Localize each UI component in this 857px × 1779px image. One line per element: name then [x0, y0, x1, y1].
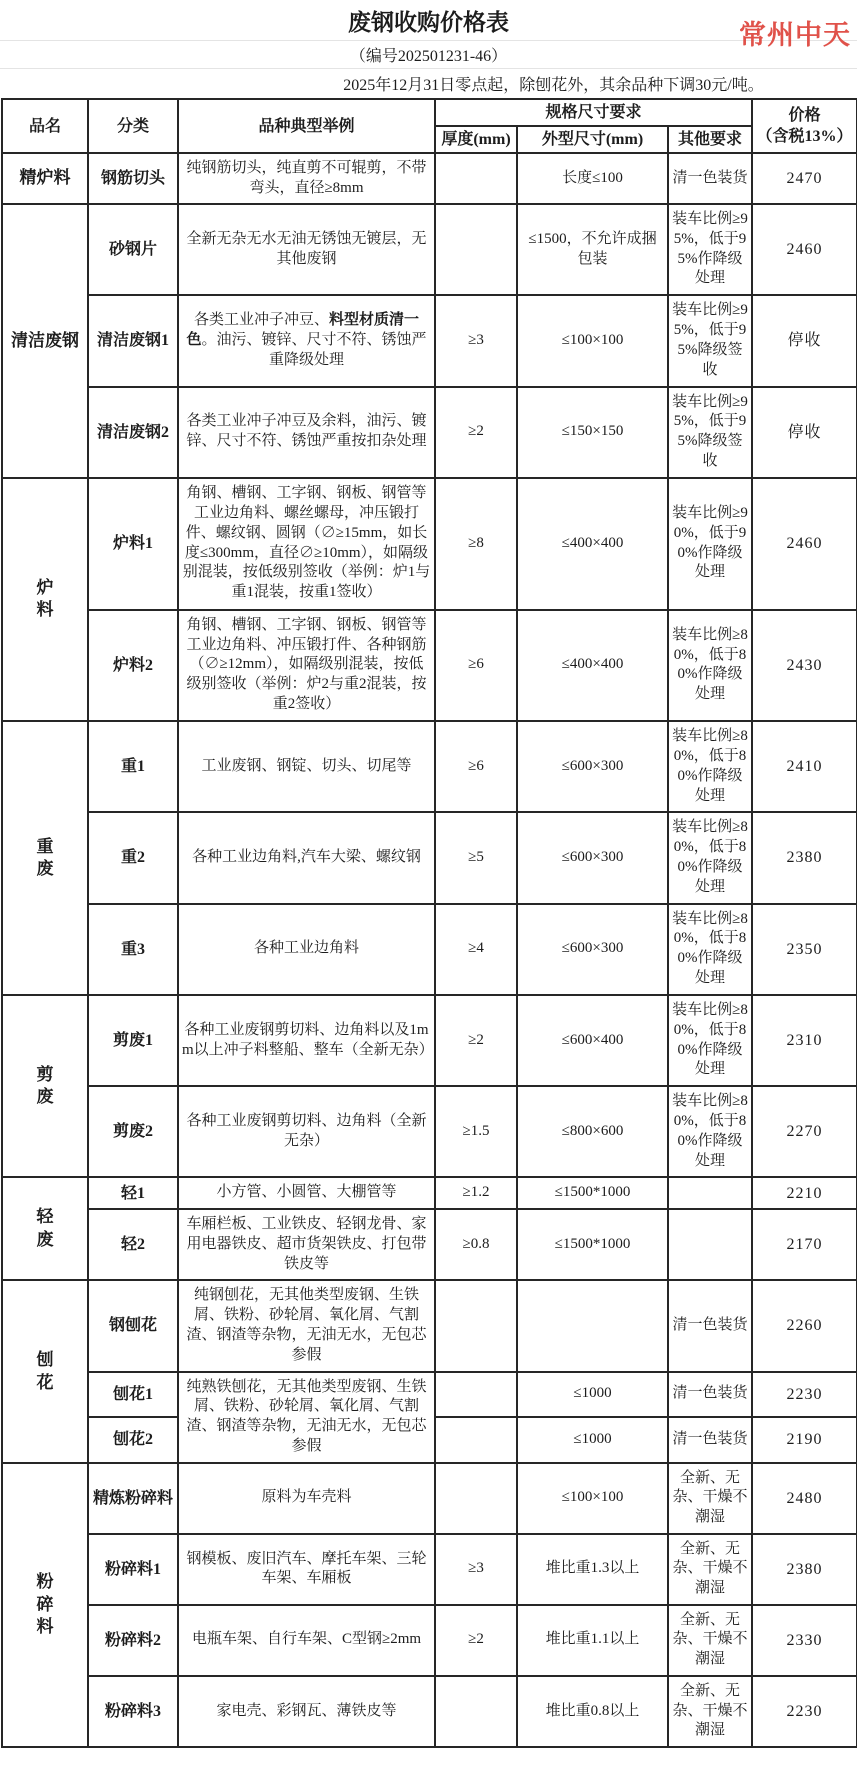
size-cell: ≤100×100: [517, 1463, 668, 1534]
table-row: [2, 1372, 857, 1418]
other-req-cell: 清一色装货: [668, 1372, 752, 1418]
thickness-cell: ≥6: [435, 721, 517, 812]
price-cell: 停收: [752, 295, 857, 386]
size-cell: ≤400×400: [517, 610, 668, 722]
category-cell: 粉碎料3: [88, 1676, 178, 1747]
price-cell: 2190: [752, 1417, 857, 1463]
table-row: [2, 478, 857, 610]
size-cell: ≤100×100: [517, 295, 668, 386]
examples-cell: 纯钢筋切头，纯直剪不可辊剪，不带弯头，直径≥8mm: [178, 153, 435, 204]
price-cell: 2210: [752, 1177, 857, 1209]
size-cell: ≤800×600: [517, 1086, 668, 1177]
category-cell: 刨花1: [88, 1372, 178, 1418]
thickness-cell: ≥0.8: [435, 1209, 517, 1280]
size-cell: ≤600×400: [517, 995, 668, 1086]
category-cell: 炉料1: [88, 478, 178, 610]
thickness-cell: [435, 204, 517, 295]
other-req-cell: 清一色装货: [668, 153, 752, 204]
table-row: [2, 1676, 857, 1747]
size-cell: ≤600×300: [517, 812, 668, 903]
other-req-cell: 全新、无杂、干燥不潮湿: [668, 1605, 752, 1676]
size-cell: 长度≤100: [517, 153, 668, 204]
size-cell: ≤1500，不允许成捆包装: [517, 204, 668, 295]
other-req-cell: 装车比例≥80%，低于80%作降级处理: [668, 904, 752, 995]
examples-cell: 纯熟铁刨花，无其他类型废钢、生铁屑、铁粉、砂轮屑、氧化屑、气割渣、钢渣等杂物，无油无水，无包芯参假: [178, 1372, 435, 1463]
thickness-cell: ≥5: [435, 812, 517, 903]
examples-cell: 电瓶车架、自行车架、C型钢≥2mm: [178, 1605, 435, 1676]
size-cell: [517, 1280, 668, 1371]
other-req-cell: 装车比例≥95%，低于95%作降级处理: [668, 204, 752, 295]
price-cell: 2170: [752, 1209, 857, 1280]
thickness-cell: [435, 153, 517, 204]
other-req-cell: 装车比例≥95%，低于95%降级签收: [668, 295, 752, 386]
product-group-cell: 粉 碎 料: [2, 1463, 88, 1747]
price-cell: 2230: [752, 1676, 857, 1747]
table-row: [2, 153, 857, 204]
product-group-cell: 清洁废钢: [2, 204, 88, 478]
price-cell: 2480: [752, 1463, 857, 1534]
table-row: [2, 1463, 857, 1534]
size-cell: ≤600×300: [517, 904, 668, 995]
table-row: [2, 1280, 857, 1371]
brand-name: 常州中天: [739, 20, 851, 50]
examples-cell: 各种工业边角料: [178, 904, 435, 995]
price-table: [1, 98, 857, 1748]
price-cell: 2430: [752, 610, 857, 722]
category-cell: 清洁废钢2: [88, 387, 178, 478]
category-cell: 刨花2: [88, 1417, 178, 1463]
examples-cell: 车厢栏板、工业铁皮、轻钢龙骨、家用电器铁皮、超市货架铁皮、打包带铁皮等: [178, 1209, 435, 1280]
thickness-cell: [435, 1417, 517, 1463]
size-cell: ≤600×300: [517, 721, 668, 812]
examples-cell: 各类工业冲子冲豆及余料，油污、镀锌、尺寸不符、锈蚀严重按扣杂处理: [178, 387, 435, 478]
col-header-category: 分类: [88, 99, 178, 153]
examples-cell: 各类工业冲子冲豆、料型材质清一色。油污、镀锌、尺寸不符、锈蚀严重降级处理: [178, 295, 435, 386]
table-header-row-1: [2, 99, 857, 126]
category-cell: 重1: [88, 721, 178, 812]
table-row: [2, 904, 857, 995]
table-row: [2, 1086, 857, 1177]
other-req-cell: 全新、无杂、干燥不潮湿: [668, 1676, 752, 1747]
size-cell: 堆比重1.1以上: [517, 1605, 668, 1676]
price-cell: 停收: [752, 387, 857, 478]
size-cell: 堆比重0.8以上: [517, 1676, 668, 1747]
sheet-header: [0, 0, 857, 98]
table-row: [2, 610, 857, 722]
examples-cell: 角钢、槽钢、工字钢、钢板、钢管等工业边角料、冲压锻打件、各种钢筋（∅≥12mm），如隔级别混装，按低级别签收（举例：炉2与重2混装，按重2签收）: [178, 610, 435, 722]
category-cell: 重2: [88, 812, 178, 903]
size-cell: ≤400×400: [517, 478, 668, 610]
other-req-cell: 装车比例≥80%，低于80%作降级处理: [668, 721, 752, 812]
size-cell: ≤1000: [517, 1417, 668, 1463]
other-req-cell: 装车比例≥95%，低于95%降级签收: [668, 387, 752, 478]
table-row: [2, 1534, 857, 1605]
thickness-cell: [435, 1676, 517, 1747]
category-cell: 轻2: [88, 1209, 178, 1280]
table-row: [2, 1177, 857, 1209]
price-cell: 2460: [752, 204, 857, 295]
other-req-cell: 装车比例≥80%，低于80%作降级处理: [668, 812, 752, 903]
thickness-cell: ≥2: [435, 1605, 517, 1676]
col-header-size: 外型尺寸(mm): [517, 126, 668, 153]
thickness-cell: ≥1.5: [435, 1086, 517, 1177]
col-header-product: 品名: [2, 99, 88, 153]
other-req-cell: 装车比例≥80%，低于80%作降级处理: [668, 610, 752, 722]
price-cell: 2270: [752, 1086, 857, 1177]
category-cell: 剪废1: [88, 995, 178, 1086]
product-group-cell: 炉 料: [2, 478, 88, 721]
table-row: [2, 995, 857, 1086]
price-cell: 2380: [752, 812, 857, 903]
thickness-cell: [435, 1280, 517, 1371]
other-req-cell: [668, 1209, 752, 1280]
price-adjustment-notice: 2025年12月31日零点起，除刨花外，其余品种下调30元/吨。: [343, 77, 764, 94]
other-req-cell: 装车比例≥90%，低于90%作降级处理: [668, 478, 752, 610]
other-req-cell: [668, 1177, 752, 1209]
category-cell: 砂钢片: [88, 204, 178, 295]
col-header-price-line1: 价格: [788, 107, 821, 124]
thickness-cell: [435, 1463, 517, 1534]
thickness-cell: [435, 1372, 517, 1418]
price-cell: 2470: [752, 153, 857, 204]
col-header-spec-group: 规格尺寸要求: [435, 99, 752, 126]
thickness-cell: ≥6: [435, 610, 517, 722]
table-row: [2, 1209, 857, 1280]
table-row: [2, 721, 857, 812]
category-cell: 清洁废钢1: [88, 295, 178, 386]
product-group-cell: 轻 废: [2, 1177, 88, 1280]
category-cell: 钢刨花: [88, 1280, 178, 1371]
thickness-cell: ≥3: [435, 295, 517, 386]
price-cell: 2380: [752, 1534, 857, 1605]
product-group-cell: 重 废: [2, 721, 88, 995]
col-header-examples: 品种典型举例: [178, 99, 435, 153]
examples-cell: 各种工业废钢剪切料、边角料以及1mm以上冲子料整船、整车（全新无杂）: [178, 995, 435, 1086]
category-cell: 重3: [88, 904, 178, 995]
category-cell: 炉料2: [88, 610, 178, 722]
price-cell: 2230: [752, 1372, 857, 1418]
col-header-price: [752, 99, 857, 153]
sheet-number: （编号202501231-46）: [0, 41, 857, 69]
table-row: [2, 295, 857, 386]
price-cell: 2330: [752, 1605, 857, 1676]
table-row: [2, 1605, 857, 1676]
examples-cell: 各种工业边角料,汽车大梁、螺纹钢: [178, 812, 435, 903]
category-cell: 钢筋切头: [88, 153, 178, 204]
product-group-cell: 剪 废: [2, 995, 88, 1178]
other-req-cell: 装车比例≥80%，低于80%作降级处理: [668, 995, 752, 1086]
price-table-body: [2, 153, 857, 1747]
size-cell: ≤150×150: [517, 387, 668, 478]
thickness-cell: ≥2: [435, 995, 517, 1086]
thickness-cell: ≥3: [435, 1534, 517, 1605]
size-cell: ≤1500*1000: [517, 1209, 668, 1280]
category-cell: 轻1: [88, 1177, 178, 1209]
other-req-cell: 清一色装货: [668, 1417, 752, 1463]
examples-cell: 各种工业废钢剪切料、边角料（全新无杂）: [178, 1086, 435, 1177]
examples-cell: 小方管、小圆管、大棚管等: [178, 1177, 435, 1209]
thickness-cell: ≥2: [435, 387, 517, 478]
category-cell: 粉碎料2: [88, 1605, 178, 1676]
examples-cell: 纯钢刨花，无其他类型废钢、生铁屑、铁粉、砂轮屑、氧化屑、气割渣、钢渣等杂物，无油无水，无包芯参假: [178, 1280, 435, 1371]
other-req-cell: 全新、无杂、干燥不潮湿: [668, 1534, 752, 1605]
price-cell: 2350: [752, 904, 857, 995]
thickness-cell: ≥8: [435, 478, 517, 610]
examples-cell: 工业废钢、钢锭、切头、切尾等: [178, 721, 435, 812]
examples-cell: 全新无杂无水无油无锈蚀无镀层，无其他废钢: [178, 204, 435, 295]
examples-cell: 家电壳、彩钢瓦、薄铁皮等: [178, 1676, 435, 1747]
other-req-cell: 全新、无杂、干燥不潮湿: [668, 1463, 752, 1534]
examples-cell: 角钢、槽钢、工字钢、钢板、钢管等工业边角料、螺丝螺母，冲压锻打件、螺纹钢、圆钢（∅≥15mm，如长度≤300mm，直径∅≥10mm），如隔级别混装，按低级别签收（举例：炉1与重1混装，按重1签收）: [178, 478, 435, 610]
size-cell: ≤1000: [517, 1372, 668, 1418]
price-cell: 2410: [752, 721, 857, 812]
examples-cell: 原料为车壳料: [178, 1463, 435, 1534]
other-req-cell: 清一色装货: [668, 1280, 752, 1371]
table-row: [2, 204, 857, 295]
thickness-cell: ≥1.2: [435, 1177, 517, 1209]
table-row: [2, 812, 857, 903]
category-cell: 剪废2: [88, 1086, 178, 1177]
category-cell: 粉碎料1: [88, 1534, 178, 1605]
col-header-price-line2: （含税13%）: [756, 128, 853, 146]
price-cell: 2310: [752, 995, 857, 1086]
col-header-thickness: 厚度(mm): [435, 126, 517, 153]
product-group-cell: 精炉料: [2, 153, 88, 204]
col-header-other: 其他要求: [668, 126, 752, 153]
other-req-cell: 装车比例≥80%，低于80%作降级处理: [668, 1086, 752, 1177]
page-title: 废钢收购价格表: [0, 0, 857, 41]
size-cell: 堆比重1.3以上: [517, 1534, 668, 1605]
size-cell: ≤1500*1000: [517, 1177, 668, 1209]
product-group-cell: 刨 花: [2, 1280, 88, 1463]
table-row: [2, 387, 857, 478]
examples-cell: 钢模板、废旧汽车、摩托车架、三轮车架、车厢板: [178, 1534, 435, 1605]
category-cell: 精炼粉碎料: [88, 1463, 178, 1534]
price-cell: 2460: [752, 478, 857, 610]
thickness-cell: ≥4: [435, 904, 517, 995]
price-cell: 2260: [752, 1280, 857, 1371]
